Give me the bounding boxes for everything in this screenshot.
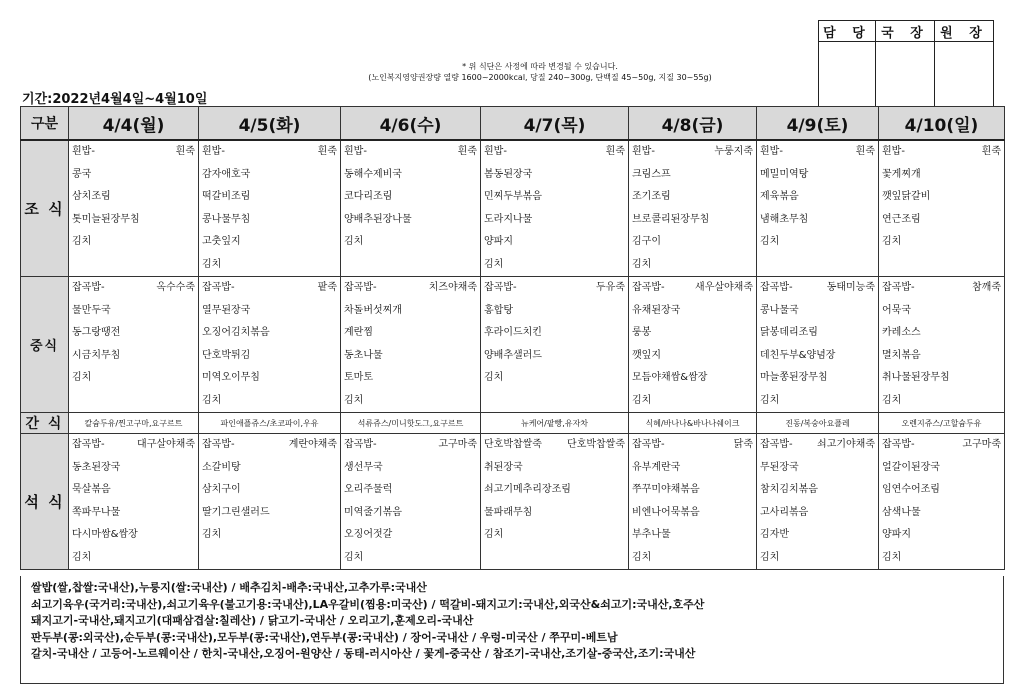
menu-item: 무된장국	[760, 461, 799, 473]
breakfast-label: 조 식	[21, 140, 69, 277]
porridge-item: 새우살야채죽	[695, 282, 753, 293]
menu-item: 김치	[72, 236, 92, 247]
porridge-item: 단호박찹쌀죽	[567, 439, 625, 450]
menu-item: 차돌버섯찌개	[344, 304, 402, 316]
menu-item: 물파래무침	[484, 506, 533, 518]
porridge-item: 흰죽	[981, 146, 1001, 157]
menu-item	[199, 547, 340, 570]
breakfast-menu-cell	[199, 140, 341, 277]
menu-item: 동그랑땡전	[72, 327, 121, 338]
menu-item: 생선무국	[344, 461, 383, 473]
menu-item: 김치	[72, 551, 92, 563]
rice-item: 잡곡밥-	[882, 282, 915, 293]
menu-item: 콩국	[72, 168, 92, 180]
porridge-item: 참깨죽	[972, 282, 1001, 293]
menu-item: 미역줄기볶음	[344, 506, 402, 518]
approval-sign-manager	[819, 42, 876, 109]
dinner-label: 석 식	[21, 434, 69, 570]
menu-item: 딸기그린샐러드	[202, 506, 270, 518]
day-header: 4/6(수)	[341, 107, 481, 141]
menu-item: 마늘쫑된장무침	[760, 372, 828, 383]
menu-line	[341, 141, 480, 164]
menu-line	[199, 434, 340, 457]
rice-item: 흰밥-	[202, 146, 225, 157]
lunch-menu-cell	[629, 277, 757, 413]
lunch-menu-cell	[757, 277, 879, 413]
menu-item: 취된장국	[484, 461, 523, 473]
dinner-menu-cell	[481, 434, 629, 570]
menu-item: 임연수어조림	[882, 484, 940, 495]
menu-item: 콩나물국	[760, 304, 799, 316]
menu-item: 김치	[344, 236, 364, 247]
menu-line	[757, 434, 878, 457]
menu-item: 김치	[344, 394, 364, 406]
menu-item	[879, 254, 1004, 277]
porridge-item: 쇠고기야채죽	[817, 439, 875, 450]
lunch-menu-cell	[341, 277, 481, 413]
menu-item: 삼치구이	[202, 484, 241, 495]
menu-item: 오징어김치볶음	[202, 327, 270, 338]
rice-item: 잡곡밥-	[344, 282, 377, 293]
snack-cell: 오렌지쥬스/고할슘두유	[879, 413, 1005, 434]
menu-item: 홍합탕	[484, 304, 513, 316]
menu-item: 김치	[632, 394, 652, 406]
menu-item: 미역오이무침	[202, 372, 260, 383]
snack-cell: 진동/복숭아요플레	[757, 413, 879, 434]
porridge-item: 흰죽	[175, 146, 195, 157]
breakfast-row	[21, 140, 1005, 277]
menu-item: 토마토	[344, 372, 373, 383]
rice-item: 잡곡밥-	[632, 439, 665, 450]
menu-item: 김치	[632, 551, 652, 563]
menu-item: 오리주물럭	[344, 484, 393, 495]
menu-item: 김치	[202, 258, 222, 270]
menu-line	[69, 434, 198, 457]
menu-line	[69, 141, 198, 164]
snack-cell: 뉴케어/팥빵,유자차	[481, 413, 629, 434]
dinner-row	[21, 434, 1005, 570]
rice-item: 단호박찹쌀죽	[484, 439, 542, 450]
menu-item: 쪽파무나물	[72, 506, 121, 518]
breakfast-menu-cell	[879, 140, 1005, 277]
day-header: 4/8(금)	[629, 107, 757, 141]
origin-info	[20, 576, 1004, 684]
menu-item: 동초나물	[344, 349, 383, 361]
approval-header-manager: 담 당	[819, 21, 876, 42]
menu-item: 김치	[760, 551, 780, 563]
menu-item: 김치	[344, 551, 364, 563]
porridge-item: 흰죽	[605, 146, 625, 157]
menu-line	[629, 141, 756, 164]
menu-item: 조기조림	[632, 191, 671, 202]
menu-item: 연근조림	[882, 213, 921, 225]
rice-item: 흰밥-	[632, 146, 655, 157]
menu-item: 김치	[632, 258, 652, 270]
menu-line	[341, 434, 480, 457]
menu-item: 양배추된장나물	[344, 213, 412, 225]
dinner-menu-cell	[879, 434, 1005, 570]
header-row	[21, 107, 1005, 141]
menu-item: 감자애호국	[202, 168, 251, 180]
origin-line: 쇠고기육우(국거리:국내산),쇠고기육우(불고기용:국내산),LA우갈비(찜용:미국산) / 떡갈비-돼지고기:국내산,외국산&쇠고기:국내산,호주산	[31, 597, 705, 611]
menu-item: 양파지	[484, 236, 513, 247]
menu-item: 비엔나어묵볶음	[632, 506, 700, 518]
rice-item: 잡곡밥-	[760, 439, 793, 450]
approval-box	[818, 20, 994, 109]
menu-line	[629, 277, 756, 300]
menu-item: 데친두부&양념장	[760, 349, 836, 361]
origin-line: 판두부(콩:외국산),순두부(콩:국내산),모두부(콩:국내산),연두부(콩:국내산) / 장어-국내산 / 우렁-미국산 / 쭈꾸미-베트남	[31, 630, 618, 644]
rice-item: 흰밥-	[882, 146, 905, 157]
menu-item: 김치	[484, 372, 504, 383]
breakfast-menu-cell	[629, 140, 757, 277]
rice-item: 흰밥-	[484, 146, 507, 157]
origin-line: 돼지고기-국내산,돼지고기(대패삼겹살:칠레산) / 닭고기-국내산 / 오리고기,훈제오리-국내산	[31, 614, 474, 627]
rice-item: 잡곡밥-	[72, 439, 105, 450]
menu-item: 어묵국	[882, 304, 911, 316]
menu-line	[757, 277, 878, 300]
rice-item: 잡곡밥-	[202, 282, 235, 293]
porridge-item: 고구마죽	[438, 439, 477, 450]
menu-item: 양파지	[882, 529, 911, 540]
menu-item: 깻잎지	[632, 349, 661, 361]
rice-item: 잡곡밥-	[202, 439, 235, 450]
lunch-row	[21, 277, 1005, 413]
menu-item: 고춧잎지	[202, 236, 241, 247]
rice-item: 잡곡밥-	[632, 282, 665, 293]
porridge-item: 치즈야채죽	[428, 282, 477, 293]
menu-item: 민찌두부볶음	[484, 191, 542, 202]
menu-item: 김치	[484, 258, 504, 270]
lunch-label: 중식	[21, 277, 69, 413]
menu-item	[69, 254, 198, 277]
notice-line-1: * 위 식단은 사정에 따라 변경될 수 있습니다.	[462, 62, 618, 71]
menu-item: 동초된장국	[72, 461, 121, 473]
snack-label: 간 식	[21, 413, 69, 434]
menu-item: 깻잎닭갈비	[882, 191, 931, 202]
menu-item: 김치	[72, 372, 92, 383]
rice-item: 흰밥-	[72, 146, 95, 157]
porridge-item: 계란야채죽	[288, 439, 337, 450]
menu-item: 멸치볶음	[882, 349, 921, 361]
porridge-item: 고구마죽	[962, 439, 1001, 450]
porridge-item: 동태미능죽	[826, 282, 875, 293]
notice-line-2: (노인복지영양권장량 열량 1600~2000kcal, 당질 240~300g, 단백질 45~50g, 지질 30~55g)	[368, 73, 712, 82]
menu-item: 김구이	[632, 236, 661, 247]
lunch-menu-cell	[69, 277, 199, 413]
menu-item: 소갈비탕	[202, 461, 241, 473]
porridge-item: 흰죽	[317, 146, 337, 157]
menu-item: 카레소스	[882, 327, 921, 338]
menu-item: 닭봉데리조림	[760, 327, 818, 338]
menu-item: 후라이드치킨	[484, 327, 542, 338]
menu-item	[481, 547, 628, 570]
menu-item	[69, 390, 198, 413]
menu-item: 콩나물무침	[202, 213, 251, 225]
weekly-menu-table	[20, 106, 1005, 570]
porridge-item: 닭죽	[733, 439, 753, 450]
rice-item: 잡곡밥-	[760, 282, 793, 293]
porridge-item: 흰죽	[855, 146, 875, 157]
porridge-item: 누룽지죽	[714, 146, 753, 157]
breakfast-menu-cell	[69, 140, 199, 277]
menu-item: 동해수제비국	[344, 168, 402, 180]
nutrition-notice	[330, 61, 750, 83]
day-header: 4/10(일)	[879, 107, 1005, 141]
porridge-item: 대구살야채죽	[137, 439, 195, 450]
rice-item: 흰밥-	[344, 146, 367, 157]
menu-item: 김치	[202, 394, 222, 406]
menu-item: 크림스프	[632, 168, 671, 180]
dinner-menu-cell	[629, 434, 757, 570]
dinner-menu-cell	[69, 434, 199, 570]
menu-item: 오징어젓갈	[344, 529, 393, 540]
menu-item: 다시마쌈&쌈장	[72, 529, 138, 540]
menu-item: 얼갈이된장국	[882, 461, 940, 473]
menu-item: 삼색나물	[882, 506, 921, 518]
menu-item: 브로콜리된장무침	[632, 213, 710, 225]
menu-item: 단호박튀김	[202, 349, 251, 361]
menu-item: 참치김치볶음	[760, 484, 818, 495]
menu-item: 김치	[882, 551, 902, 563]
menu-item: 열무된장국	[202, 304, 251, 316]
menu-item: 유부계란국	[632, 461, 681, 473]
rice-item: 잡곡밥-	[882, 439, 915, 450]
menu-item: 봄동된장국	[484, 168, 533, 180]
lunch-menu-cell	[481, 277, 629, 413]
menu-item: 부추나물	[632, 529, 671, 540]
dinner-menu-cell	[757, 434, 879, 570]
menu-item: 취나물된장무침	[882, 372, 950, 383]
menu-item: 물만두국	[72, 304, 111, 316]
menu-item: 삼치조림	[72, 191, 111, 202]
menu-line	[199, 141, 340, 164]
menu-item: 김치	[202, 529, 222, 540]
snack-cell: 석류쥬스/미니핫도그,요구르트	[341, 413, 481, 434]
snack-cell: 식혜/바나나&바나나쉐이크	[629, 413, 757, 434]
menu-item: 김치	[882, 394, 902, 406]
menu-line	[879, 141, 1004, 164]
porridge-item: 옥수수죽	[156, 282, 195, 293]
day-header: 4/5(화)	[199, 107, 341, 141]
snack-row	[21, 413, 1005, 434]
menu-item: 계란찜	[344, 327, 373, 338]
breakfast-menu-cell	[757, 140, 879, 277]
menu-item: 김치	[760, 394, 780, 406]
menu-line	[879, 434, 1004, 457]
menu-line	[481, 277, 628, 300]
dinner-menu-cell	[199, 434, 341, 570]
day-header: 4/7(목)	[481, 107, 629, 141]
menu-item: 쭈꾸미야채볶음	[632, 484, 700, 495]
menu-item: 김치	[760, 236, 780, 247]
menu-item: 코다리조림	[344, 191, 393, 202]
menu-line	[879, 277, 1004, 300]
menu-item: 양배추샐러드	[484, 349, 542, 361]
menu-item	[481, 390, 628, 413]
menu-item: 시금치무침	[72, 349, 121, 361]
menu-item	[757, 254, 878, 277]
menu-period: 기간:2022년4월4일~4월10일	[22, 92, 208, 107]
menu-item: 김자반	[760, 529, 789, 540]
menu-item: 톳미늘된장무침	[72, 213, 140, 225]
porridge-item: 두유죽	[596, 282, 625, 293]
menu-line	[199, 277, 340, 300]
rice-item: 잡곡밥-	[72, 282, 105, 293]
porridge-item: 팥죽	[317, 282, 337, 293]
menu-line	[757, 141, 878, 164]
snack-cell: 칼슘두유/찐고구마,요구르트	[69, 413, 199, 434]
rice-item: 흰밥-	[760, 146, 783, 157]
menu-item: 묵살볶음	[72, 484, 111, 495]
dinner-menu-cell	[341, 434, 481, 570]
menu-item: 김치	[484, 529, 504, 540]
day-header: 4/9(토)	[757, 107, 879, 141]
menu-item: 꽃게찌개	[882, 168, 921, 180]
menu-item: 냄해초무침	[760, 213, 809, 225]
menu-item	[341, 254, 480, 277]
approval-sign-director	[876, 42, 935, 109]
menu-line	[629, 434, 756, 457]
lunch-menu-cell	[199, 277, 341, 413]
menu-item: 메밀미역탕	[760, 168, 809, 180]
origin-line: 갈치-국내산 / 고등어-노르웨이산 / 한치-국내산,오징어-원양산 / 동태-러시아산 / 꽃게-중국산 / 참조기-국내산,조기살-중국산,조기:국내산	[31, 647, 696, 660]
origin-line: 쌀밥(쌀,찹쌀:국내산),누룽지(쌀:국내산) / 배추김치-배추:국내산,고추가루:국내산	[31, 581, 427, 594]
approval-header-director: 국 장	[876, 21, 935, 42]
menu-line	[69, 277, 198, 300]
rice-item: 잡곡밥-	[344, 439, 377, 450]
menu-line	[481, 434, 628, 457]
menu-line	[341, 277, 480, 300]
menu-item: 고사리볶음	[760, 506, 809, 518]
menu-item: 룽봉	[632, 327, 652, 338]
approval-header-head: 원 장	[935, 21, 994, 42]
menu-item: 쇠고기메추리장조림	[484, 484, 571, 495]
menu-item: 제육볶음	[760, 191, 799, 202]
menu-line	[481, 141, 628, 164]
menu-item: 떡갈비조림	[202, 191, 251, 202]
menu-item: 유채된장국	[632, 304, 681, 316]
day-header: 4/4(월)	[69, 107, 199, 141]
menu-item: 모듬야채쌈&쌈장	[632, 372, 708, 383]
lunch-menu-cell	[879, 277, 1005, 413]
porridge-item: 흰죽	[457, 146, 477, 157]
gubun-header: 구분	[21, 107, 69, 141]
menu-item: 김치	[882, 236, 902, 247]
snack-cell: 파인애플쥬스/초코파이,우유	[199, 413, 341, 434]
menu-item: 도라지나물	[484, 213, 533, 225]
rice-item: 잡곡밥-	[484, 282, 517, 293]
breakfast-menu-cell	[341, 140, 481, 277]
approval-sign-head	[935, 42, 994, 109]
breakfast-menu-cell	[481, 140, 629, 277]
